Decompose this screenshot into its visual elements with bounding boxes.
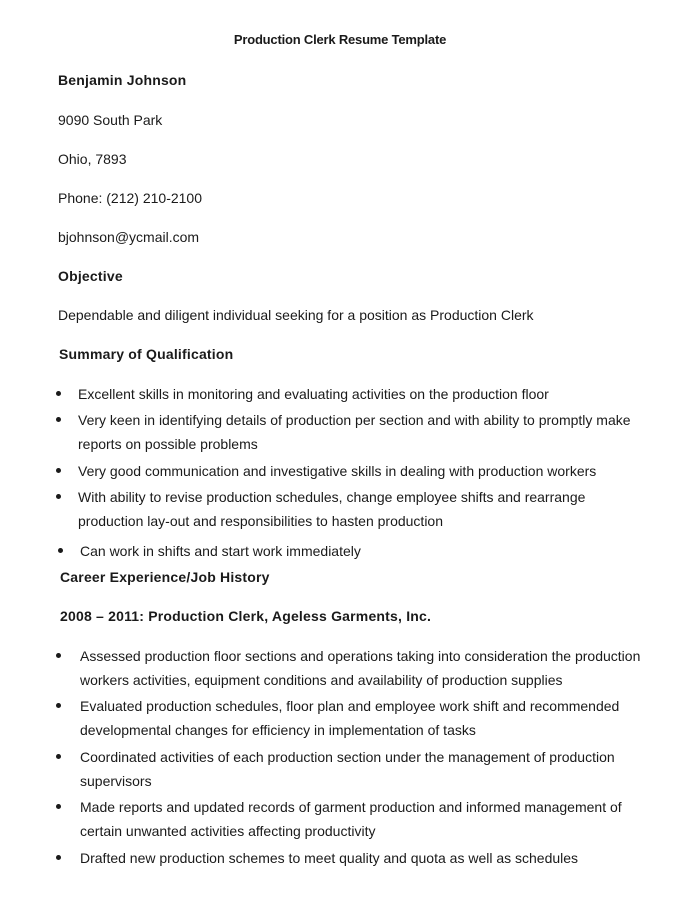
list-item — [0, 408, 680, 459]
list-item-text: Evaluated production schedules, floor plan and employee work shift and recommended — [80, 698, 620, 714]
objective-text: Dependable and diligent individual seeking for a position as Production Clerk — [58, 307, 534, 323]
list-item-text: production lay-out and responsibilities to hasten production — [78, 513, 444, 529]
list-item — [0, 485, 680, 539]
bullet-icon — [56, 653, 61, 658]
list-item-text: Made reports and updated records of garment production and informed management of — [80, 799, 622, 815]
list-item-text: supervisors — [80, 773, 152, 789]
email: bjohnson@ycmail.com — [58, 229, 200, 245]
bullet-icon — [56, 804, 61, 809]
list-item — [0, 846, 680, 870]
career-list — [0, 644, 680, 870]
bullet-icon — [58, 548, 63, 553]
candidate-name: Benjamin Johnson — [58, 72, 187, 88]
list-item-text: Drafted new production schemes to meet quality and quota as well as schedules — [80, 850, 579, 866]
list-item-text: Very good communication and investigative skills in dealing with production workers — [78, 463, 597, 479]
list-item-text: developmental changes for efficiency in implementation of tasks — [80, 722, 476, 738]
list-item-text: Assessed production floor sections and operations taking into consideration the production — [80, 648, 641, 664]
bullet-icon — [56, 391, 61, 396]
list-item — [0, 694, 680, 745]
bullet-icon — [56, 417, 61, 422]
bullet-icon — [56, 494, 61, 499]
career-heading: Career Experience/Job History — [60, 569, 270, 585]
summary-list — [0, 382, 680, 563]
list-item-text: reports on possible problems — [78, 436, 258, 452]
bullet-icon — [56, 855, 61, 860]
job-title: 2008 – 2011: Production Clerk, Ageless Garments, Inc. — [60, 608, 432, 624]
bullet-icon — [56, 754, 61, 759]
list-item — [0, 382, 680, 408]
list-item-text: Very keen in identifying details of production per section and with ability to promptly make — [78, 412, 631, 428]
list-item — [0, 539, 680, 563]
list-item-text: workers activities, equipment conditions and availability of production supplies — [80, 672, 563, 688]
list-item-text: With ability to revise production schedules, change employee shifts and rearrange — [78, 489, 586, 505]
list-item — [0, 795, 680, 846]
bullet-icon — [56, 703, 61, 708]
bullet-icon — [56, 468, 61, 473]
list-item — [0, 644, 680, 694]
list-item-text: certain unwanted activities affecting productivity — [80, 823, 376, 839]
phone: Phone: (212) 210-2100 — [58, 190, 202, 206]
list-item-text: Can work in shifts and start work immediately — [80, 543, 361, 559]
address-line-2: Ohio, 7893 — [58, 151, 127, 167]
list-item — [0, 745, 680, 795]
summary-heading: Summary of Qualification — [59, 346, 234, 362]
address-line-1: 9090 South Park — [58, 112, 163, 128]
list-item-text: Excellent skills in monitoring and evaluating activities on the production floor — [78, 386, 549, 402]
list-item — [0, 459, 680, 485]
objective-heading: Objective — [58, 268, 123, 284]
list-item-text: Coordinated activities of each production section under the management of production — [80, 749, 615, 765]
document-title: Production Clerk Resume Template — [233, 32, 447, 47]
